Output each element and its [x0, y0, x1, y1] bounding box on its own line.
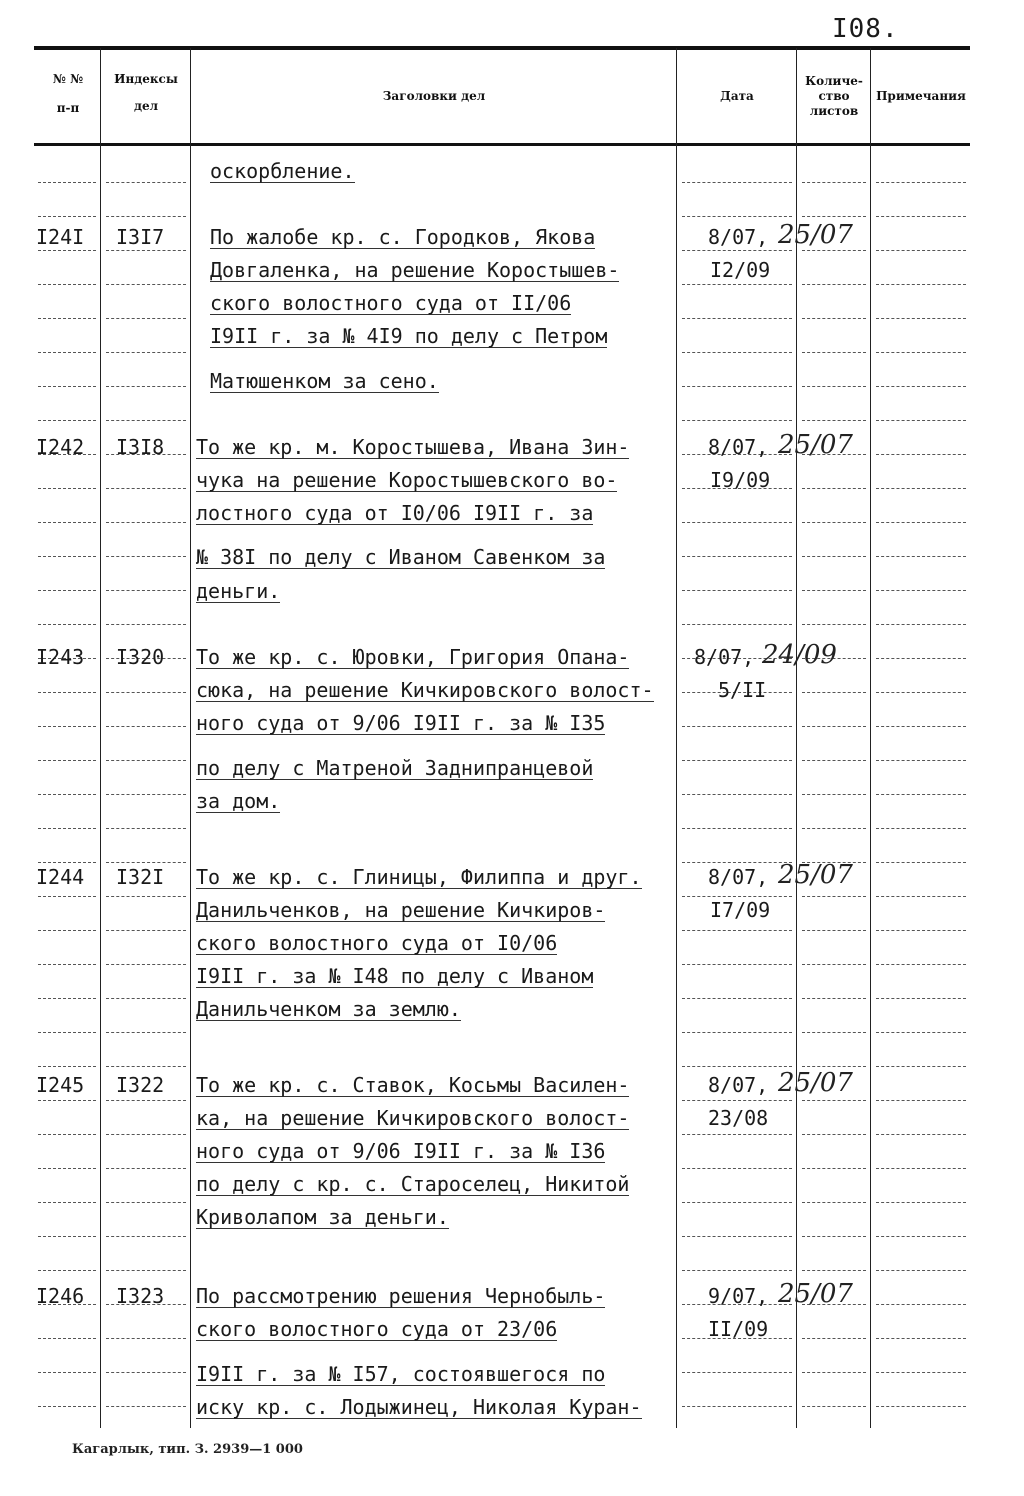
- entry-title-line: Матюшенком за сено.: [210, 369, 439, 393]
- ruled-line: [38, 556, 96, 557]
- entry-index: I320: [116, 645, 165, 669]
- entry-title-line: сюка, на решение Кичкировского волост-: [196, 678, 654, 702]
- ruled-line: [802, 352, 866, 353]
- ruled-line: [38, 284, 96, 285]
- ruled-line: [802, 1406, 866, 1407]
- page-number: I08.: [832, 14, 899, 44]
- ruled-line: [876, 624, 966, 625]
- ruled-line: [682, 1270, 792, 1271]
- ruled-line: [802, 692, 866, 693]
- ruled-line: [106, 284, 186, 285]
- ruled-line: [106, 216, 186, 217]
- ruled-line: [682, 420, 792, 421]
- entry-handwritten-count: 25/07: [778, 430, 853, 460]
- ruled-line: [682, 1202, 792, 1203]
- ruled-line: [106, 862, 186, 863]
- ruled-line: [876, 1100, 966, 1101]
- ruled-line: [38, 522, 96, 523]
- header-number: [36, 72, 100, 116]
- ruled-line: [38, 624, 96, 625]
- ruled-line: [106, 998, 186, 999]
- ruled-line: [876, 250, 966, 251]
- ruled-line: [106, 1406, 186, 1407]
- entry-title-line: По жалобе кр. с. Городков, Якова: [210, 225, 596, 249]
- ruled-line: [38, 1236, 96, 1237]
- ruled-line: [802, 1134, 866, 1135]
- header-index-line2: дел: [133, 99, 159, 113]
- ruled-line: [802, 760, 866, 761]
- ruled-line: [682, 1032, 792, 1033]
- ruled-line: [682, 760, 792, 761]
- entry-title-line: деньги.: [196, 579, 281, 603]
- ruled-line: [38, 420, 96, 421]
- ruled-line: [876, 1168, 966, 1169]
- ruled-line: [38, 216, 96, 217]
- ruled-line: [802, 522, 866, 523]
- ruled-line: [876, 1270, 966, 1271]
- entry-title-line: по делу с кр. с. Староселец, Никитой: [196, 1172, 630, 1196]
- entry-number: I24I: [36, 225, 85, 249]
- ruled-line: [106, 1202, 186, 1203]
- entry-index: I322: [116, 1073, 165, 1097]
- ruled-line: [106, 1066, 186, 1067]
- ruled-line: [802, 1032, 866, 1033]
- entry-date-end: I7/09: [710, 898, 771, 922]
- column-divider: [190, 48, 191, 1428]
- entry-date-end: 23/08: [708, 1106, 769, 1130]
- ruled-line: [802, 794, 866, 795]
- entry-title-line: ского волостного суда от I0/06: [196, 931, 558, 955]
- ruled-line: [802, 590, 866, 591]
- ruled-line: [876, 930, 966, 931]
- ruled-line: [876, 964, 966, 965]
- ruled-line: [802, 1270, 866, 1271]
- ruled-line: [106, 1032, 186, 1033]
- entry-number: I246: [36, 1284, 85, 1308]
- ruled-line: [682, 964, 792, 965]
- entry-title-line: По рассмотрению решения Чернобыль-: [196, 1284, 606, 1308]
- header-date: Дата: [720, 89, 754, 103]
- entry-title-line: То же кр. с. Глиницы, Филиппа и друг.: [196, 865, 642, 889]
- ruled-line: [682, 250, 792, 251]
- ruled-line: [802, 284, 866, 285]
- ruled-line: [38, 250, 96, 251]
- column-divider: [796, 48, 797, 1428]
- ruled-line: [876, 726, 966, 727]
- entry-title-line: I9II г. за № 4I9 по делу с Петром: [210, 324, 608, 348]
- ruled-line: [682, 216, 792, 217]
- entry-title-line: Данильченков, на решение Кичкиров-: [196, 898, 606, 922]
- ruled-line: [106, 1100, 186, 1101]
- ruled-line: [38, 828, 96, 829]
- entry-title-line: Криволапом за деньги.: [196, 1205, 449, 1229]
- ruled-line: [38, 930, 96, 931]
- ruled-line: [876, 1202, 966, 1203]
- ruled-line: [682, 930, 792, 931]
- ruled-line: [38, 386, 96, 387]
- header-number-line2: п-п: [56, 101, 80, 115]
- header-titles: Заголовки дел: [382, 89, 486, 103]
- ruled-line: [38, 1406, 96, 1407]
- ruled-line: [802, 1066, 866, 1067]
- ruled-line: [106, 760, 186, 761]
- ruled-line: [106, 1338, 186, 1339]
- ruled-line: [876, 1304, 966, 1305]
- ruled-line: [38, 692, 96, 693]
- entry-title-line: То же кр. м. Коростышева, Ивана Зин-: [196, 435, 630, 459]
- header-index-line1: Индексы: [114, 72, 178, 86]
- ruled-line: [38, 1372, 96, 1373]
- ruled-line: [876, 216, 966, 217]
- ruled-line: [802, 386, 866, 387]
- ruled-line: [876, 828, 966, 829]
- ruled-line: [682, 624, 792, 625]
- entry-number: I243: [36, 645, 85, 669]
- ruled-line: [106, 1168, 186, 1169]
- ruled-line: [682, 1168, 792, 1169]
- ruled-line: [876, 760, 966, 761]
- ruled-line: [802, 488, 866, 489]
- entry-number: I242: [36, 435, 85, 459]
- ruled-line: [38, 318, 96, 319]
- ruled-line: [682, 1372, 792, 1373]
- ruled-line: [106, 1270, 186, 1271]
- entry-handwritten-count: 25/07: [778, 1068, 853, 1098]
- ruled-line: [38, 182, 96, 183]
- ruled-line: [106, 896, 186, 897]
- ruled-line: [38, 590, 96, 591]
- ruled-line: [682, 556, 792, 557]
- ruled-line: [682, 1406, 792, 1407]
- entry-title-line: I9II г. за № I57, состоявшегося по: [196, 1362, 606, 1386]
- ruled-line: [802, 964, 866, 965]
- ruled-line: [38, 760, 96, 761]
- entry-date-start: 9/07,: [708, 1284, 769, 1308]
- ruled-line: [38, 1168, 96, 1169]
- ruled-line: [802, 420, 866, 421]
- ruled-line: [106, 352, 186, 353]
- entry-title-line: лостного суда от I0/06 I9II г. за: [196, 501, 594, 525]
- ruled-line: [802, 1100, 866, 1101]
- ruled-line: [38, 1202, 96, 1203]
- entry-date-start: 8/07,: [708, 435, 769, 459]
- ruled-line: [106, 930, 186, 931]
- header-index: [102, 72, 190, 114]
- ruled-line: [106, 386, 186, 387]
- printer-footer: Кагарлык, тип. З. 2939—1 000: [72, 1442, 303, 1457]
- ruled-line: [876, 1066, 966, 1067]
- ruled-line: [106, 828, 186, 829]
- ruled-line: [38, 862, 96, 863]
- ruled-line: [876, 692, 966, 693]
- ruled-line: [38, 1338, 96, 1339]
- ruled-line: [106, 1236, 186, 1237]
- entry-date-end: I2/09: [710, 258, 771, 282]
- entry-title-line: ка, на решение Кичкировского волост-: [196, 1106, 630, 1130]
- ruled-line: [876, 590, 966, 591]
- ruled-line: [38, 352, 96, 353]
- entry-date-start: 8/07,: [694, 645, 755, 669]
- header-rule: [34, 143, 970, 146]
- ruled-line: [876, 998, 966, 999]
- ruled-line: [876, 1134, 966, 1135]
- entry-handwritten-count: 24/09: [762, 640, 837, 670]
- ruled-line: [876, 284, 966, 285]
- entry-title-line: Довгаленка, на решение Коростышев-: [210, 258, 620, 282]
- ruled-line: [876, 896, 966, 897]
- header-number-line1: № №: [52, 72, 84, 86]
- ruled-line: [106, 522, 186, 523]
- ruled-line: [682, 1066, 792, 1067]
- ruled-line: [802, 726, 866, 727]
- ruled-line: [802, 828, 866, 829]
- ruled-line: [106, 250, 186, 251]
- ruled-line: [38, 998, 96, 999]
- ruled-line: [802, 1168, 866, 1169]
- ruled-line: [682, 352, 792, 353]
- ruled-line: [682, 1100, 792, 1101]
- entry-title-line: чука на решение Коростышевского во-: [196, 468, 618, 492]
- header-notes: Примечания: [876, 89, 966, 103]
- ruled-line: [106, 590, 186, 591]
- ruled-line: [106, 1372, 186, 1373]
- ruled-line: [876, 862, 966, 863]
- ruled-line: [802, 182, 866, 183]
- ruled-line: [876, 556, 966, 557]
- ruled-line: [876, 352, 966, 353]
- entry-date-end: I9/09: [710, 468, 771, 492]
- ruled-line: [876, 488, 966, 489]
- ruled-line: [38, 726, 96, 727]
- ruled-line: [876, 522, 966, 523]
- entry-index: I3I7: [116, 225, 165, 249]
- ruled-line: [802, 250, 866, 251]
- entry-handwritten-count: 25/07: [778, 220, 853, 250]
- ruled-line: [38, 896, 96, 897]
- ruled-line: [682, 998, 792, 999]
- ruled-line: [38, 1270, 96, 1271]
- top-rule: [34, 46, 970, 50]
- ruled-line: [876, 1406, 966, 1407]
- ruled-line: [876, 658, 966, 659]
- ruled-line: [106, 964, 186, 965]
- ruled-line: [876, 1372, 966, 1373]
- entry-title-line: № 38I по делу с Иваном Савенком за: [196, 545, 606, 569]
- ruled-line: [802, 930, 866, 931]
- entry-index: I323: [116, 1284, 165, 1308]
- entry-handwritten-count: 25/07: [778, 1279, 853, 1309]
- ruled-line: [106, 726, 186, 727]
- entry-title-line: Данильченком за землю.: [196, 997, 461, 1021]
- ruled-line: [682, 726, 792, 727]
- ruled-line: [876, 386, 966, 387]
- entry-handwritten-count: 25/07: [778, 860, 853, 890]
- ruled-line: [106, 488, 186, 489]
- ruled-line: [802, 624, 866, 625]
- ruled-line: [876, 420, 966, 421]
- ruled-line: [106, 318, 186, 319]
- column-divider: [676, 48, 677, 1428]
- ruled-line: [876, 794, 966, 795]
- entry-date-end: II/09: [708, 1317, 769, 1341]
- ruled-line: [38, 488, 96, 489]
- entry-title-line: ского волостного суда от II/06: [210, 291, 572, 315]
- ruled-line: [106, 692, 186, 693]
- header-sheet-count: [798, 74, 870, 119]
- ruled-line: [106, 556, 186, 557]
- ruled-line: [38, 1134, 96, 1135]
- entry-date-end: 5/II: [718, 678, 767, 702]
- entry-date-start: 8/07,: [708, 1073, 769, 1097]
- ruled-line: [802, 1372, 866, 1373]
- ruled-line: [38, 1066, 96, 1067]
- ruled-line: [106, 420, 186, 421]
- entry-title-line: за дом.: [196, 789, 281, 813]
- ruled-line: [876, 1236, 966, 1237]
- ruled-line: [682, 862, 792, 863]
- header-count-line3: листов: [809, 104, 859, 118]
- ruled-line: [682, 828, 792, 829]
- ruled-line: [876, 1338, 966, 1339]
- ruled-line: [682, 318, 792, 319]
- ruled-line: [682, 386, 792, 387]
- ruled-line: [38, 1032, 96, 1033]
- ruled-line: [106, 624, 186, 625]
- header-count-line2: ство: [818, 89, 850, 103]
- entry-title-line: иску кр. с. Лодыжинец, Николая Куран-: [196, 1395, 642, 1419]
- ruled-line: [802, 1202, 866, 1203]
- ruled-line: [802, 896, 866, 897]
- ruled-line: [682, 1134, 792, 1135]
- ruled-line: [682, 1236, 792, 1237]
- ruled-line: [682, 284, 792, 285]
- ruled-line: [682, 794, 792, 795]
- entry-number: I245: [36, 1073, 85, 1097]
- ruled-line: [876, 182, 966, 183]
- entry-title-line: I9II г. за № I48 по делу с Иваном: [196, 964, 594, 988]
- entry-index: I3I8: [116, 435, 165, 459]
- ruled-line: [38, 794, 96, 795]
- ruled-line: [802, 318, 866, 319]
- ruled-line: [876, 1032, 966, 1033]
- ruled-line: [106, 1134, 186, 1135]
- ruled-line: [802, 556, 866, 557]
- entry-title-line: ского волостного суда от 23/06: [196, 1317, 558, 1341]
- ruled-line: [876, 318, 966, 319]
- entry-date-start: 8/07,: [708, 865, 769, 889]
- ruled-line: [802, 1236, 866, 1237]
- ruled-line: [106, 182, 186, 183]
- entry-title-line: То же кр. с. Юровки, Григория Опана-: [196, 645, 630, 669]
- header-count-line1: Количе-: [805, 74, 863, 88]
- ruled-line: [876, 454, 966, 455]
- entry-date-start: 8/07,: [708, 225, 769, 249]
- continuation-text: оскорбление.: [210, 159, 355, 183]
- ruled-line: [682, 896, 792, 897]
- ruled-line: [38, 964, 96, 965]
- ruled-line: [802, 998, 866, 999]
- entry-title-line: То же кр. с. Ставок, Косьмы Василен-: [196, 1073, 630, 1097]
- entry-number: I244: [36, 865, 85, 889]
- column-divider: [100, 48, 101, 1428]
- ruled-line: [682, 182, 792, 183]
- entry-title-line: по делу с Матреной Заднипранцевой: [196, 756, 594, 780]
- ruled-line: [38, 1100, 96, 1101]
- entry-index: I32I: [116, 865, 165, 889]
- ruled-line: [802, 216, 866, 217]
- entry-title-line: ного суда от 9/06 I9II г. за № I36: [196, 1139, 606, 1163]
- ruled-line: [106, 794, 186, 795]
- ruled-line: [682, 522, 792, 523]
- column-divider: [870, 48, 871, 1428]
- ruled-line: [802, 1338, 866, 1339]
- entry-title-line: ного суда от 9/06 I9II г. за № I35: [196, 711, 606, 735]
- ruled-line: [682, 590, 792, 591]
